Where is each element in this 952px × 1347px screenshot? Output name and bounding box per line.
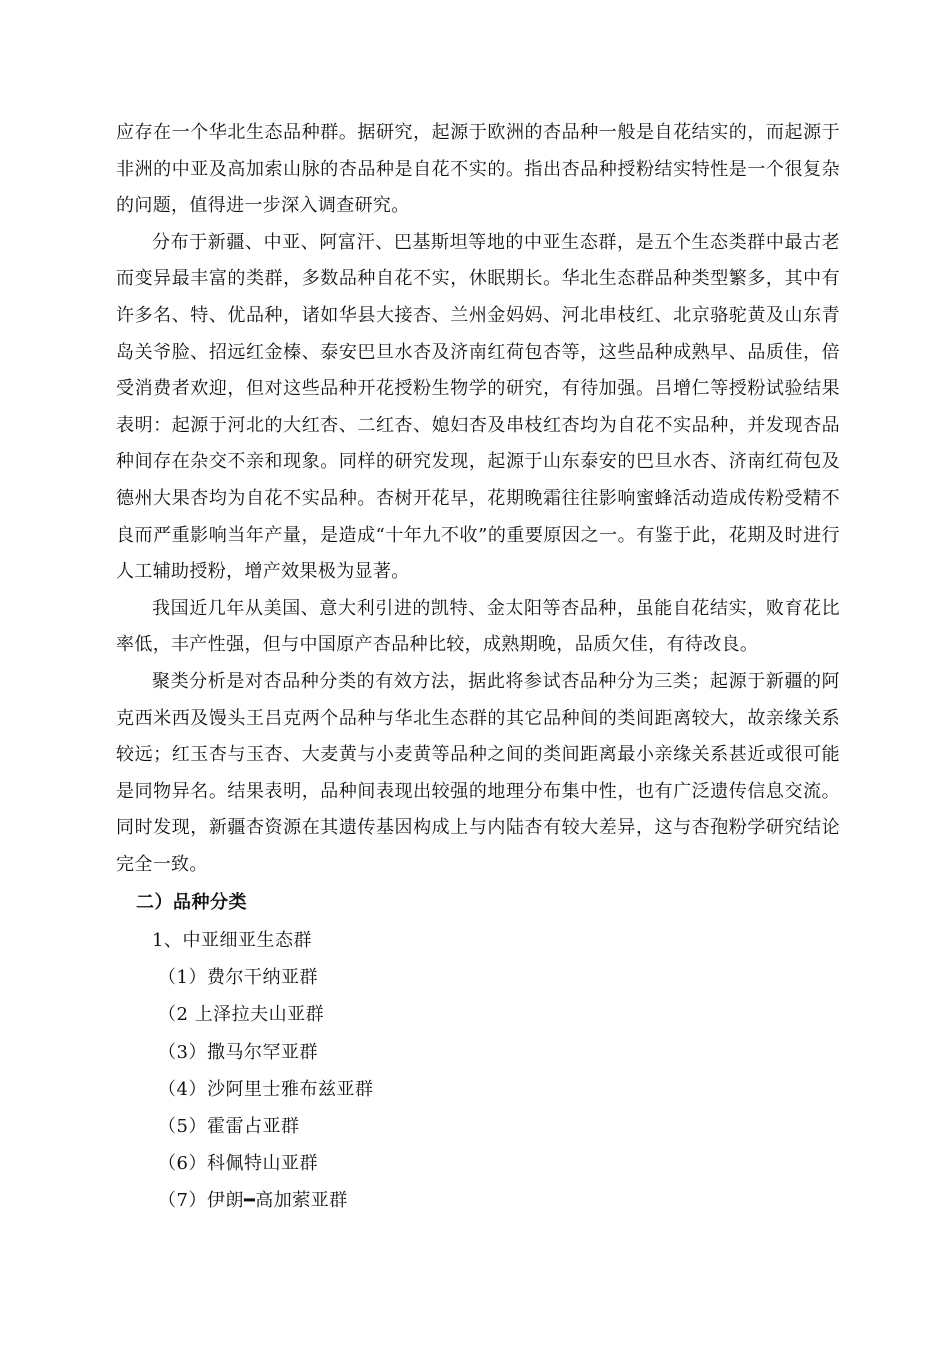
list-item: （4）沙阿里士雅布兹亚群 [158, 1078, 374, 1100]
list-item: （5）霍雷占亚群 [158, 1116, 300, 1138]
document-body [116, 115, 840, 1220]
list-item: （7）伊朗━高加萦亚群 [158, 1190, 348, 1212]
section-heading: 二）品种分类 [136, 892, 247, 914]
paragraph-central-asian-group: 分布于新疆、中亚、阿富汗、巴基斯坦等地的中亚生态群，是五个生态类群中最古老而变异最丰富的类群，多数品种自花不实，休眠期长。华北生态群品种类型繁多，其中有许多名、特、优品种，诸如华县大接杏、兰州金妈妈、河北串枝红、北京骆驼黄及山东青岛关爷脸、招远红金榛、泰安巴旦水杏及济南红荷包杏等，这些品种成熟早、品质佳，倍受消费者欢迎，但对这些品种开花授粉生物学的研究，有待加强。吕增仁等授粉试验结果表明：起源于河北的大红杏、二红杏、媳妇杏及串枝红杏均为自花不实品种，并发现杏品种间存在杂交不亲和现象。同样的研究发现，起源于山东泰安的巴旦水杏、济南红荷包及德州大果杏均为自花不实品种。杏树开花早，花期晚霜往往影响蜜蜂活动造成传粉受精不良而严重影响当年产量，是造成“十年九不收”的重要原因之一。有鉴于此，花期及时进行人工辅助授粉，增产效果极为显著。 [116, 231, 840, 583]
classification-list [116, 922, 840, 1220]
paragraph-imported-varieties: 我国近几年从美国、意大利引进的凯特、金太阳等杏品种，虽能自花结实，败育花比率低，丰产性强，但与中国原产杏品种比较，成熟期晚，品质欠佳，有待改良。 [116, 597, 840, 656]
list-item: （3）撒马尔罕亚群 [158, 1041, 318, 1063]
list-item: （6）科佩特山亚群 [158, 1153, 318, 1175]
list-item: （2 上泽拉夫山亚群 [158, 1004, 325, 1026]
paragraph-continuation: 应存在一个华北生态品种群。据研究，起源于欧洲的杏品种一般是自花结实的，而起源于非洲的中亚及高加索山脉的杏品种是自花不实的。指出杏品种授粉结实特性是一个很复杂的问题，值得进一步深入调查研究。 [116, 122, 840, 217]
paragraph-cluster-analysis: 聚类分析是对杏品种分类的有效方法，据此将参试杏品种分为三类；起源于新疆的阿克西米西及馒头王吕克两个品种与华北生态群的其它品种间的类间距离较大，故亲缘关系较远；红玉杏与玉杏、大麦黄与小麦黄等品种之间的类间距离最小亲缘关系甚近或很可能是同物异名。结果表明，品种间表现出较强的地理分布集中性，也有广泛遗传信息交流。同时发现，新疆杏资源在其遗传基因构成上与内陆杏有较大差异，这与杏孢粉学研究结论完全一致。 [116, 670, 840, 875]
list-item: （1）费尔干纳亚群 [158, 967, 318, 989]
group-title: 1、中亚细亚生态群 [152, 930, 312, 952]
